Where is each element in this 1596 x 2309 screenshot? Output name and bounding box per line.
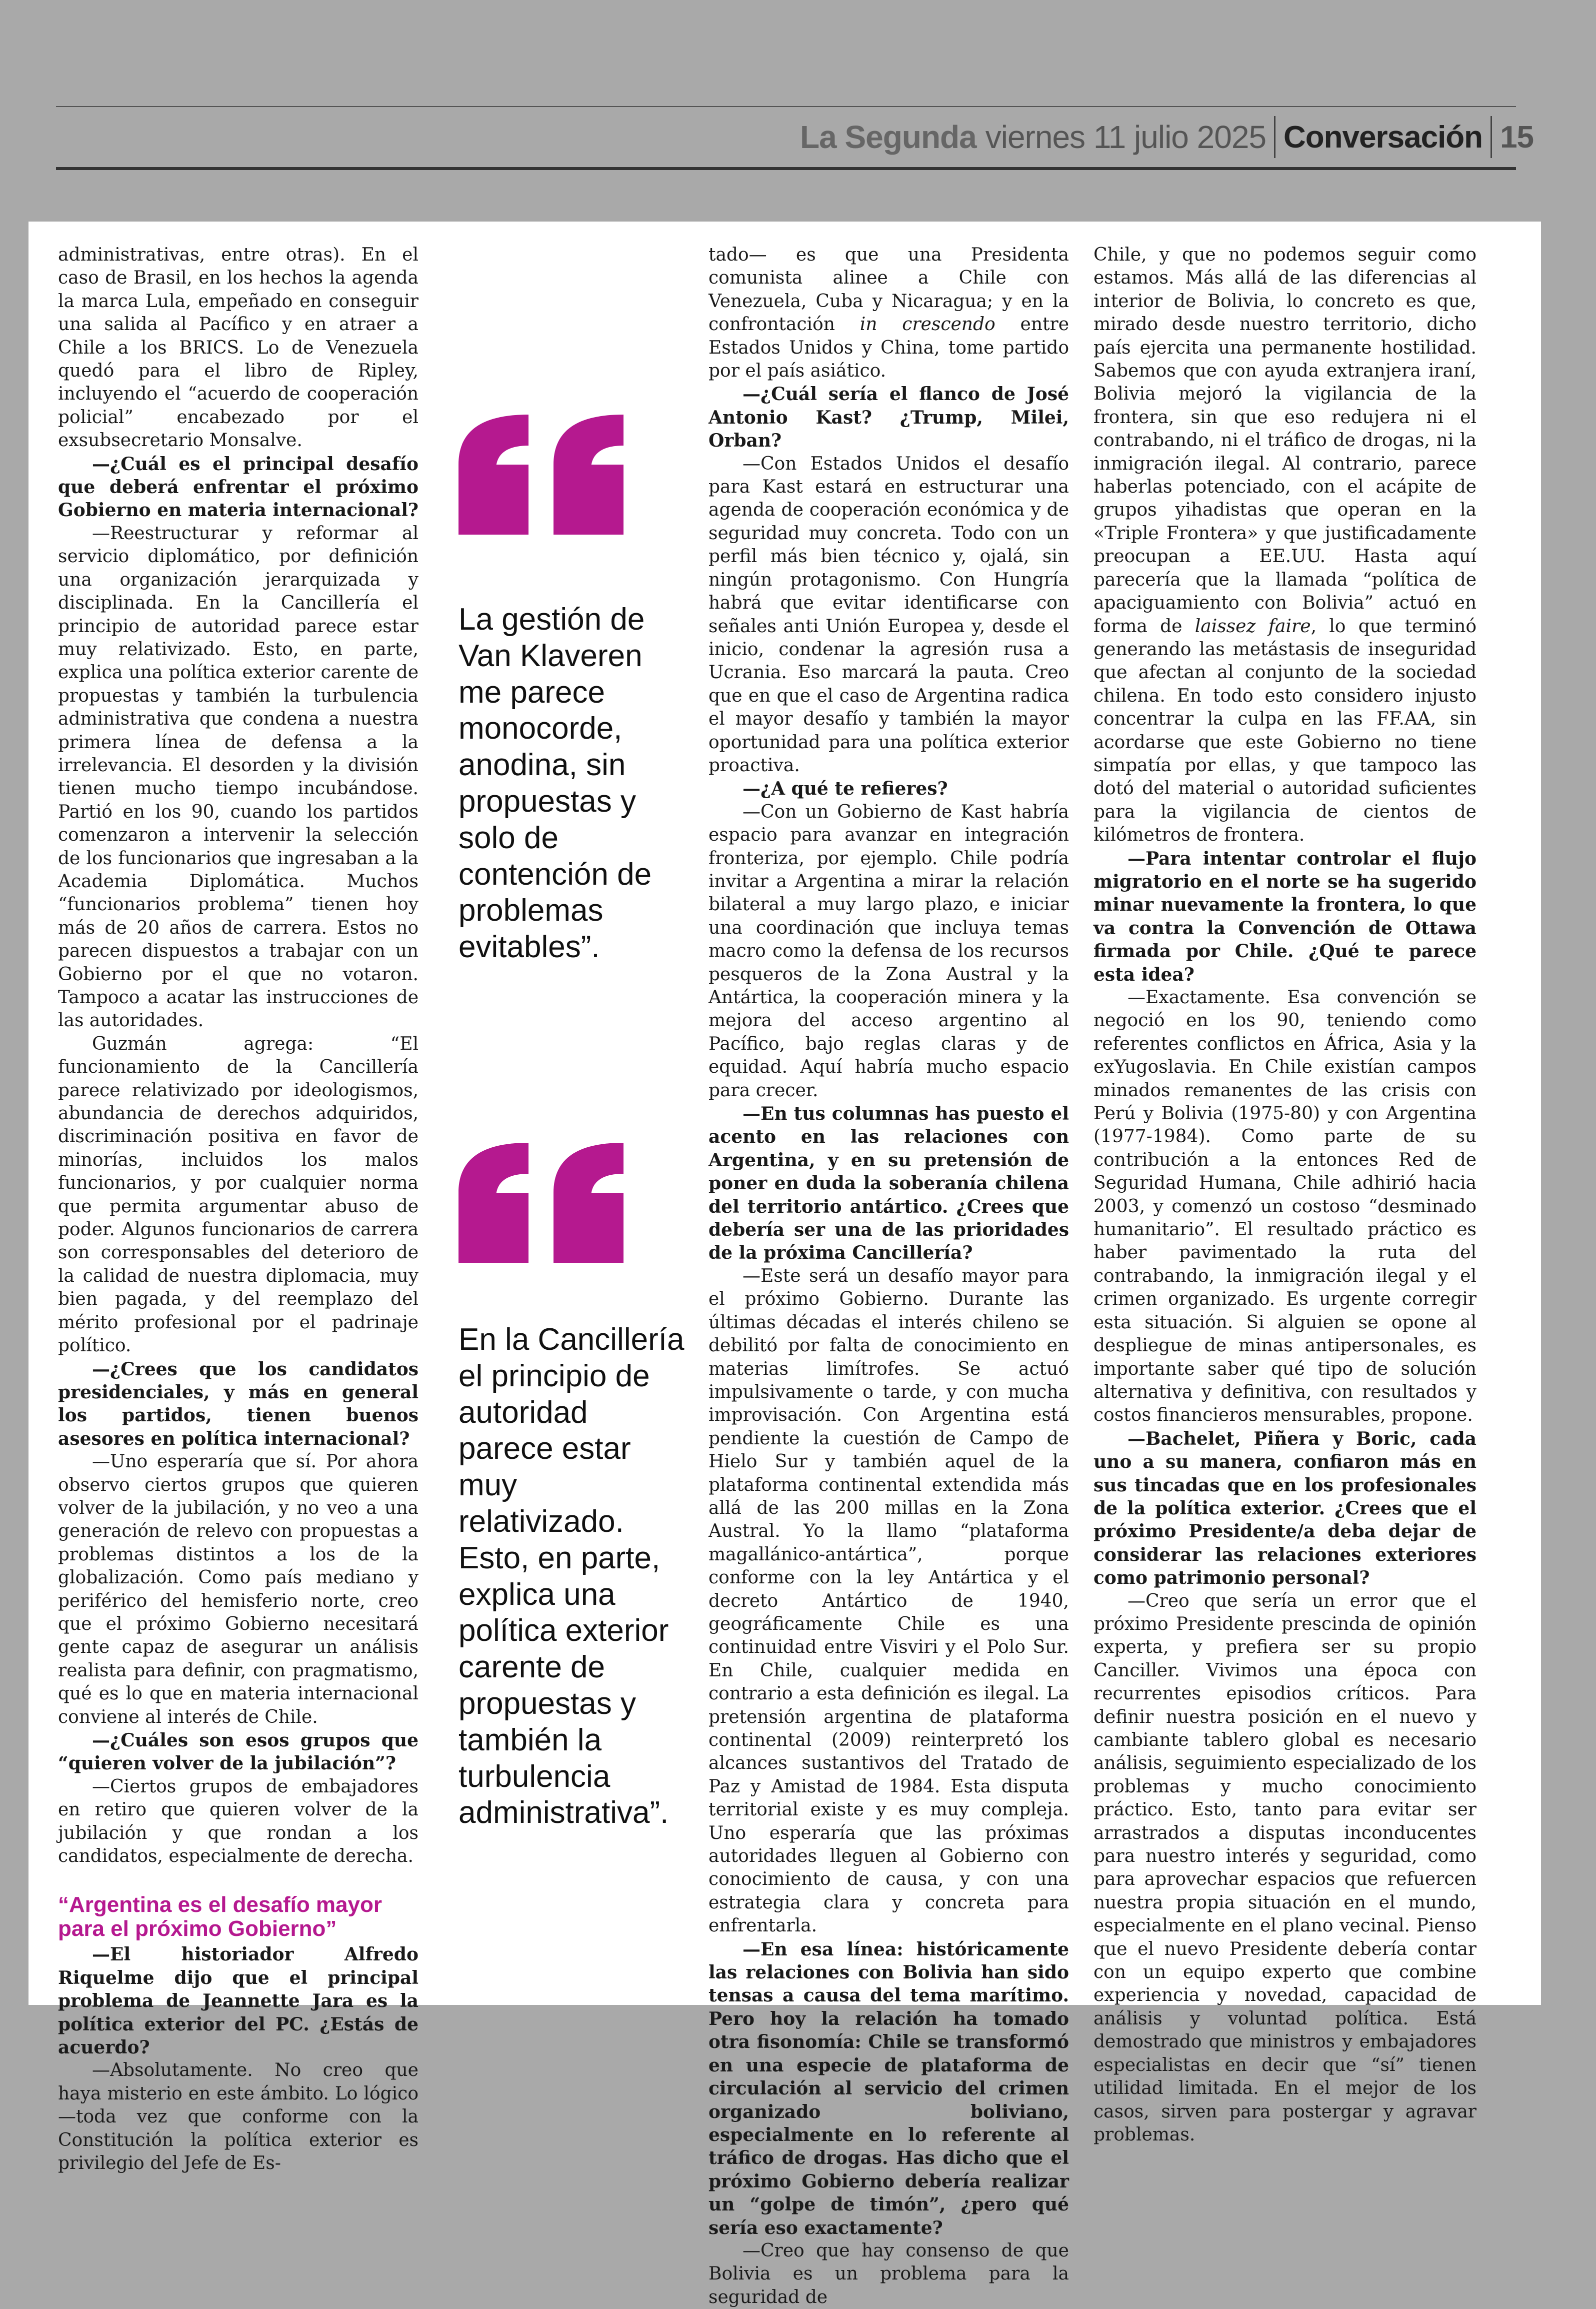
paragraph: —Creo que sería un error que el próximo Presidente prescinda de opinión experta, y prefiera ser su propio Canciller. Vivimos una época con recurrentes episodios críticos. Para definir nuestra posición en el nuevo y cambiante tablero global es necesario análisis, seguimiento especializado de los problemas y mucho conocimiento práctico. Esto, tanto para evitar ser arrastrados a disputas inconducentes para nuestro interés y seguridad, como para aprovechar espacios que refuercen nuestra propia situación en el mundo, especialmente en el plano vecinal. Pienso que el nuevo Presidente debería contar con un equipo experto que combine experiencia y novedad, capacidad de análisis y voluntad política. Está demostrado que ministros y embajadores especialistas en decir que “sí” tienen utilidad limitada. En el mejor de los casos, sirven para postergar y agravar problemas. bbox=[1094, 1590, 1476, 2145]
interview-question: —¿Cuáles son esos grupos que “quieren volver de la jubilación”? bbox=[58, 1730, 418, 1774]
article-page bbox=[28, 222, 1541, 2307]
interview-question: —En esa línea: históricamente las relaciones con Bolivia han sido tensas a causa del tema marítimo. Pero hoy la relación ha tomado otra fisonomía: Chile se transformó en una especie de plataforma de circulación al servicio del crimen organizado boliviano, especialmente en lo referente al tráfico de drogas. Has dicho que el próximo Gobierno debería realizar un “golpe de timón”, ¿pero qué sería eso exactamente? bbox=[708, 1938, 1069, 2238]
header-bottom-rule bbox=[56, 167, 1516, 170]
article-column-4 bbox=[1094, 244, 1476, 2146]
paragraph: administrativas, entre otras). En el caso de Brasil, en los hechos la agenda la marca Lula, empeñado en conseguir una salida al Pacífico y en atraer a Chile a los BRICS. Lo de Venezuela quedó para el libro de Ripley, incluyendo el “acuerdo de cooperación policial” encabezado por el exsubsecretario Monsalve. bbox=[58, 245, 418, 451]
header-divider bbox=[1274, 116, 1276, 158]
header-top-rule bbox=[56, 106, 1516, 107]
paragraph: —Con un Gobierno de Kast habría espacio para avanzar en integración fronteriza, por ejemplo. Chile podría invitar a Argentina a mirar la relación bilateral a muy largo plazo, e iniciar una coordinación que incluya temas macro como la defensa de los recursos pesqueros de la Zona Austral y la Antártica, la cooperación minera y la mejora del acceso argentino al Pacífico, bajo reglas claras y de equidad. Aquí habría mucho espacio para crecer. bbox=[708, 801, 1069, 1101]
paragraph: Chile, y que no podemos seguir como estamos. Más allá de las diferencias al interior de Bolivia, lo concreto es que, mirado desde nuestro territorio, dicho país ejercita una permanente hostilidad. Sabemos que con ayuda extranjera iraní, Bolivia mejoró la vigilancia de la frontera, sin que eso redujera ni el contrabando, ni el tráfico de drogas, ni la inmigración ilegal. Al contrario, parece haberlas potenciado, con el acápite de grupos yihadistas que operan en la «Triple Frontera» y que justificadamente preocupan a EE.UU. Hasta aquí parecería que la llamada “política de apaciguamiento con Bolivia” actuó en forma de laissez faire, lo que terminó generando las metástasis de inseguridad que afectan al conjunto de la sociedad chilena. En todo esto considero injusto concentrar la culpa en las FF.AA, sin acordarse que este Gobierno no tiene simpatía por ellas, y que tampoco las dotó del material o autoridad suficientes para la vigilancia de cientos de kilómetros de frontera. bbox=[1094, 245, 1477, 846]
paragraph: —Reestructurar y reformar al servicio diplomático, por definición una organización jerarquizada y disciplinada. En la Cancillería el principio de autoridad parece estar muy relativizado. Esto, en parte, explica una política exterior carente de propuestas y también la turbulencia administrativa que condena a nuestra primera línea de defensa a la irrelevancia. El desorden y la división tienen mucho tiempo incubándose. Partió en los 90, cuando los partidos comenzaron a intervenir la selección de los funcionarios que ingresaban a la Academia Diplomática. Muchos “funcionarios problema” tienen hoy más de 20 años de carrera. Estos no parecen dispuestos a trabajar con un Gobierno por el que no votaron. Tampoco a acatar las instrucciones de las autoridades. bbox=[58, 523, 418, 1031]
section-subheading: “Argentina es el desafío mayor para el próximo Gobierno” bbox=[58, 1892, 382, 1941]
paragraph: Guzmán agrega: “El funcionamiento de la Cancillería parece relativizado por ideologismos, abundancia de derechos adquiridos, discriminación positiva en favor de minorías, incluidos los malos funcionarios, y por cualquier norma que permita argumentar abuso de poder. Algunos funcionarios de carrera son corresponsables del deterioro de la calidad de nuestra diplomacia, muy bien pagada, y del reemplazo del mérito profesional por el padrinaje político. bbox=[58, 1033, 418, 1356]
pull-quote: En la Cancillería el principio de autoridad parece estar muy relativizado. Esto, en parte, explica una política exterior carente de propuestas y también la turbulencia administrativa”. bbox=[458, 1322, 684, 1830]
interview-question: —Bachelet, Piñera y Boric, cada uno a su manera, confiaron más en sus tincadas que en los profesionales de la política exterior. ¿Crees que el próximo Presidente/a deba dejar de considerar las relaciones exteriores como patrimonio personal? bbox=[1094, 1428, 1476, 1589]
article-column-3 bbox=[708, 244, 1069, 2309]
page-header bbox=[800, 111, 1534, 163]
quote-open-icon bbox=[458, 415, 624, 535]
interview-question: —¿Crees que los candidatos presidenciales, y más en general los partidos, tienen buenos asesores en política internacional? bbox=[58, 1358, 418, 1449]
page-number: 15 bbox=[1500, 120, 1534, 155]
interview-question: —¿Cuál es el principal desafío que deberá enfrentar el próximo Gobierno en materia internacional? bbox=[58, 453, 418, 521]
interview-question: —¿Cuál sería el flanco de José Antonio Kast? ¿Trump, Milei, Orban? bbox=[708, 384, 1069, 452]
paragraph: tado— es que una Presidenta comunista alinee a Chile con Venezuela, Cuba y Nicaragua; y en la confrontación in crescendo entre Estados Unidos y China, tome partido por el país asiático. bbox=[708, 245, 1069, 382]
interview-question: —El historiador Alfredo Riquelme dijo que el principal problema de Jeannette Jara es la política exterior del PC. ¿Estás de acuerdo? bbox=[58, 1944, 418, 2058]
issue-date: viernes 11 julio 2025 bbox=[985, 119, 1266, 155]
paragraph: —Absolutamente. No creo que haya misterio en este ámbito. Lo lógico —toda vez que conforme con la Constitución la política exterior es privilegio del Jefe de Es- bbox=[58, 2060, 418, 2174]
section-name: Conversación bbox=[1284, 120, 1483, 155]
pull-quote: La gestión de Van Klaveren me parece monocorde, anodina, sin propuestas y solo de contención de problemas evitables”. bbox=[458, 602, 652, 965]
paragraph: —Uno esperaría que sí. Por ahora observo ciertos grupos que quieren volver de la jubilación, y no veo a una generación de relevo con propuestas a problemas distintos a los de la globalización. Como país mediano y periférico del hemisferio norte, creo que el próximo Gobierno necesitará gente capaz de asegurar un análisis realista para definir, con pragmatismo, qué es lo que en materia internacional conviene al interés de Chile. bbox=[58, 1451, 418, 1727]
interview-question: —Para intentar controlar el flujo migratorio en el norte se ha sugerido minar nuevamente la frontera, lo que va contra la Convención de Ottawa firmada por Chile. ¿Qué te parece esta idea? bbox=[1094, 848, 1476, 985]
quote-open-icon bbox=[458, 1143, 624, 1263]
paragraph: —Con Estados Unidos el desafío para Kast estará en estructurar una agenda de cooperación económica y de seguridad muy concreta. Todo con un perfil más bien técnico y, ojalá, sin ningún protagonismo. Con Hungría habrá que evitar identificarse con señales anti Unión Europea y, desde el inicio, condenar la agresión rusa a Ucrania. Eso marcará la pauta. Creo que en que el caso de Argentina radica el mayor desafío y también la mayor oportunidad para una política exterior proactiva. bbox=[708, 453, 1069, 776]
interview-question: —¿A qué te refieres? bbox=[742, 778, 948, 800]
article-column-1 bbox=[58, 244, 418, 2175]
header-divider bbox=[1490, 116, 1492, 158]
interview-question: —En tus columnas has puesto el acento en las relaciones con Argentina, y en su pretensión de poner en duda la soberanía chilena del territorio antártico. ¿Crees que debería ser una de las prioridades de la próxima Cancillería? bbox=[708, 1103, 1069, 1264]
newspaper-name: La Segunda bbox=[800, 119, 976, 155]
paragraph: —Ciertos grupos de embajadores en retiro que quieren volver de la jubilación y que rondan a los candidatos, especialmente de derecha. bbox=[58, 1776, 418, 1867]
paragraph: —Este será un desafío mayor para el próximo Gobierno. Durante las últimas décadas el interés chileno se debilitó por falta de conocimiento en materias limítrofes. Se actuó impulsivamente o tarde, y con mucha improvisación. Con Argentina está pendiente la cuestión de Campo de Hielo Sur y también aquel de la plataforma continental extendida más allá de las 200 millas en la Zona Austral. Yo la llamo “plataforma magallánico-antártica”, porque conforme con la ley Antártica y el decreto Antártico de 1940, geográficamente Chile es una continuidad entre Visviri y el Polo Sur. En Chile, cualquier medida en contrario a esta definición es ilegal. La pretensión argentina de plataforma continental (2009) reinterpretó los alcances sustantivos del Tratado de Paz y Amistad de 1984. Esta disputa territorial existe y es muy compleja. Uno esperaría que las próximas autoridades lleguen al Gobierno con conocimiento de causa, y con una estrategia clara y concreta para enfrentarla. bbox=[708, 1265, 1069, 1936]
paragraph: —Exactamente. Esa convención se negoció en los 90, teniendo como referentes conflictos en África, Asia y la exYugoslavia. En Chile existían campos minados remanentes de las crisis con Perú y Bolivia (1975-80) y con Argentina (1977-1984). Como parte de su contribución a la entonces Red de Seguridad Humana, Chile adhirió hacia 2003, y comenzó un costoso “desminado humanitario”. El resultado práctico es haber pavimentado la ruta del contrabando, la inmigración ilegal y el crimen organizado. Es urgente corregir esta situación. Si alguien se opone al despliegue de minas antipersonales, es importante saber qué tipo de solución alternativa y definitiva, con resultados y costos financieros mensurables, propone. bbox=[1094, 987, 1476, 1426]
paragraph: —Creo que hay consenso de que Bolivia es un problema para la seguridad de bbox=[708, 2240, 1069, 2307]
